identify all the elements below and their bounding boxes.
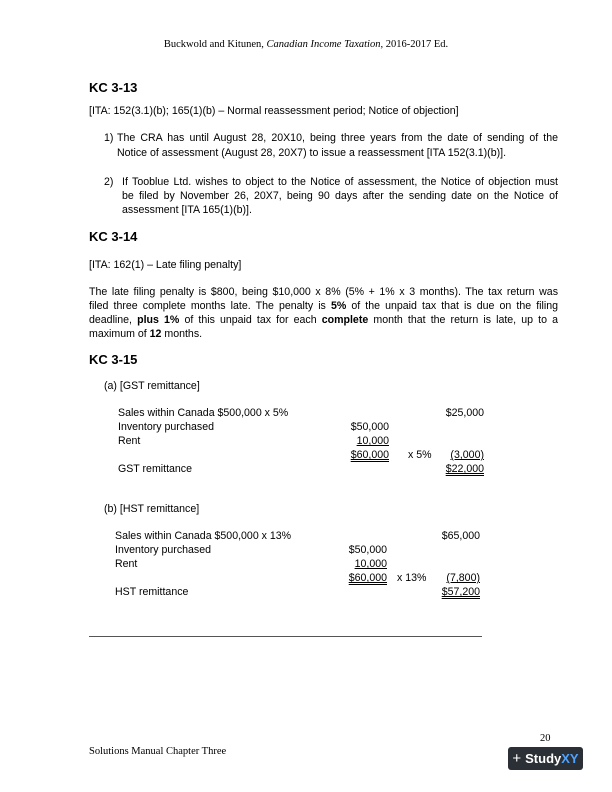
kc-3-13-item2-line1: If Tooblue Ltd. wishes to object to the Notice of assessment, the Notice of objection must bbox=[122, 176, 558, 188]
hst-rent-value: 10,000 bbox=[354, 558, 387, 570]
gst-section-label: (a) [GST remittance] bbox=[104, 380, 200, 392]
kc-3-14-line4: maximum of 12 months. bbox=[89, 328, 203, 340]
heading-kc-3-15: KC 3-15 bbox=[89, 352, 138, 367]
hst-subtotal: $60,000 bbox=[348, 572, 387, 584]
kc-3-13-item2-line3: assessment [ITA 165(1)(b)]. bbox=[122, 204, 252, 216]
studyxy-logo bbox=[508, 747, 583, 770]
footer-chapter: Solutions Manual Chapter Three bbox=[89, 746, 227, 757]
gst-inventory-value: $50,000 bbox=[350, 421, 389, 433]
kc-3-13-item1-line1: The CRA has until August 28, 20X10, being three years from the date of sending of the bbox=[117, 132, 558, 144]
gst-sales-total: $25,000 bbox=[445, 407, 484, 419]
heading-kc-3-13: KC 3-13 bbox=[89, 80, 138, 95]
hst-section-label: (b) [HST remittance] bbox=[104, 503, 200, 515]
header-authors: Buckwold and Kitunen, bbox=[163, 39, 264, 50]
running-header bbox=[0, 39, 612, 50]
gst-sales-label: Sales within Canada $500,000 x 5% bbox=[118, 407, 289, 419]
kc-3-13-item2-number: 2) bbox=[104, 176, 114, 188]
hst-inventory-value: $50,000 bbox=[348, 544, 387, 556]
gst-subtotal: $60,000 bbox=[350, 449, 389, 461]
header-book-title: Canadian Income Taxation, bbox=[266, 39, 384, 50]
gst-rate: x 5% bbox=[408, 449, 432, 461]
page-number: 20 bbox=[540, 733, 551, 744]
gst-remittance-total: $22,000 bbox=[445, 463, 484, 475]
plus-icon: + bbox=[512, 750, 522, 767]
kc-3-14-line2: filed three complete months late. The penalty is 5% of the unpaid tax that is due on the filing bbox=[89, 300, 558, 312]
gst-rent-label: Rent bbox=[118, 435, 141, 447]
kc-3-14-line1: The late filing penalty is $800, being $10,000 x 8% (5% + 1% x 3 months). The tax return was bbox=[89, 286, 558, 298]
header-edition: 2016-2017 Ed. bbox=[385, 39, 449, 50]
gst-rent-value: 10,000 bbox=[356, 435, 389, 447]
hst-sales-label: Sales within Canada $500,000 x 13% bbox=[115, 530, 292, 542]
kc-3-14-line3: deadline, plus 1% of this unpaid tax for each complete month that the return is late, up to a bbox=[89, 314, 558, 326]
kc-3-14-reference: [ITA: 162(1) – Late filing penalty] bbox=[89, 259, 242, 271]
kc-3-13-item1-number: 1) bbox=[104, 132, 114, 144]
kc-3-13-reference: [ITA: 152(3.1)(b); 165(1)(b) – Normal reassessment period; Notice of objection] bbox=[89, 105, 459, 117]
section-divider bbox=[89, 636, 482, 637]
hst-inventory-label: Inventory purchased bbox=[115, 544, 211, 556]
hst-remittance-label: HST remittance bbox=[115, 586, 189, 598]
logo-wordmark: StudyXY bbox=[525, 751, 579, 766]
kc-3-13-item1-line2: Notice of assessment (August 28, 20X7) to issue a reassessment [ITA 152(3.1)(b)]. bbox=[117, 147, 507, 159]
hst-rate: x 13% bbox=[397, 572, 427, 584]
hst-input-tax-credit: (7,800) bbox=[446, 572, 480, 584]
gst-remittance-label: GST remittance bbox=[118, 463, 192, 475]
hst-rent-label: Rent bbox=[115, 558, 138, 570]
hst-remittance-total: $57,200 bbox=[441, 586, 480, 598]
hst-sales-total: $65,000 bbox=[441, 530, 480, 542]
heading-kc-3-14: KC 3-14 bbox=[89, 229, 138, 244]
kc-3-13-item2-line2: be filed by November 26, 20X7, being 90 days after the sending date on the Notice of bbox=[122, 190, 558, 202]
gst-input-tax-credit: (3,000) bbox=[450, 449, 484, 461]
gst-inventory-label: Inventory purchased bbox=[118, 421, 214, 433]
